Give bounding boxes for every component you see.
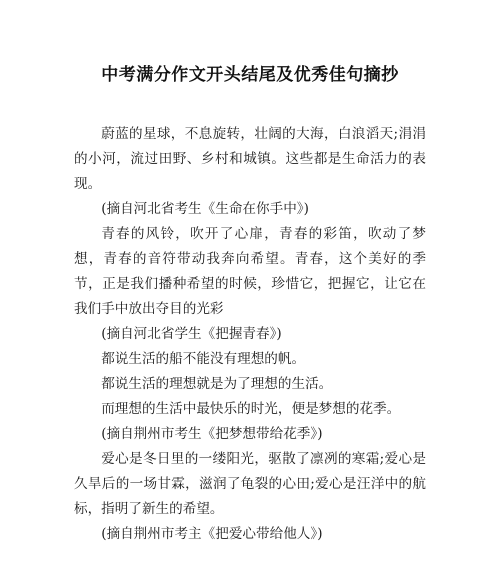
paragraph-love: 爱心是冬日里的一缕阳光，驱散了凛冽的寒霜;爱心是久旱后的一场甘霖，滋润了龟裂的心田;爱心是汪洋中的航标，指明了新生的希望。 [74,451,426,517]
citation-life-in-your-hands: (摘自河北省考生《生命在你手中》) [101,201,309,217]
document-title: 中考满分作文开头结尾及优秀佳句摘抄 [101,65,399,85]
citation-grasp-youth: (摘自河北省学生《把握青春》) [101,326,282,342]
paragraph-ideal-sail: 都说生活的船不能没有理想的帆。 [101,351,306,367]
citation-dream-to-season: (摘自荆州市考生《把梦想带给花季》) [101,426,323,442]
paragraph-ideal-life: 都说生活的理想就是为了理想的生活。 [101,376,333,392]
citation-love-to-others: (摘自荆州市考主《把爱心带给他人》) [101,526,323,542]
paragraph-youth: 青春的风铃，吹开了心扉，青春的彩笛，吹动了梦想，青春的音符带动我奔向希望。青春，这个美好的季节，正是我们播种希望的时候，珍惜它，把握它，让它在我们手中放出夺目的光彩 [74,226,426,317]
paragraph-planet: 蔚蓝的星球，不息旋转，壮阔的大海，白浪滔天;涓涓的小河，流过田野、乡村和城镇。这些都是生命活力的表现。 [74,126,426,192]
paragraph-dream-season: 而理想的生活中最快乐的时光，便是梦想的花季。 [101,401,401,417]
document-body [74,122,426,547]
